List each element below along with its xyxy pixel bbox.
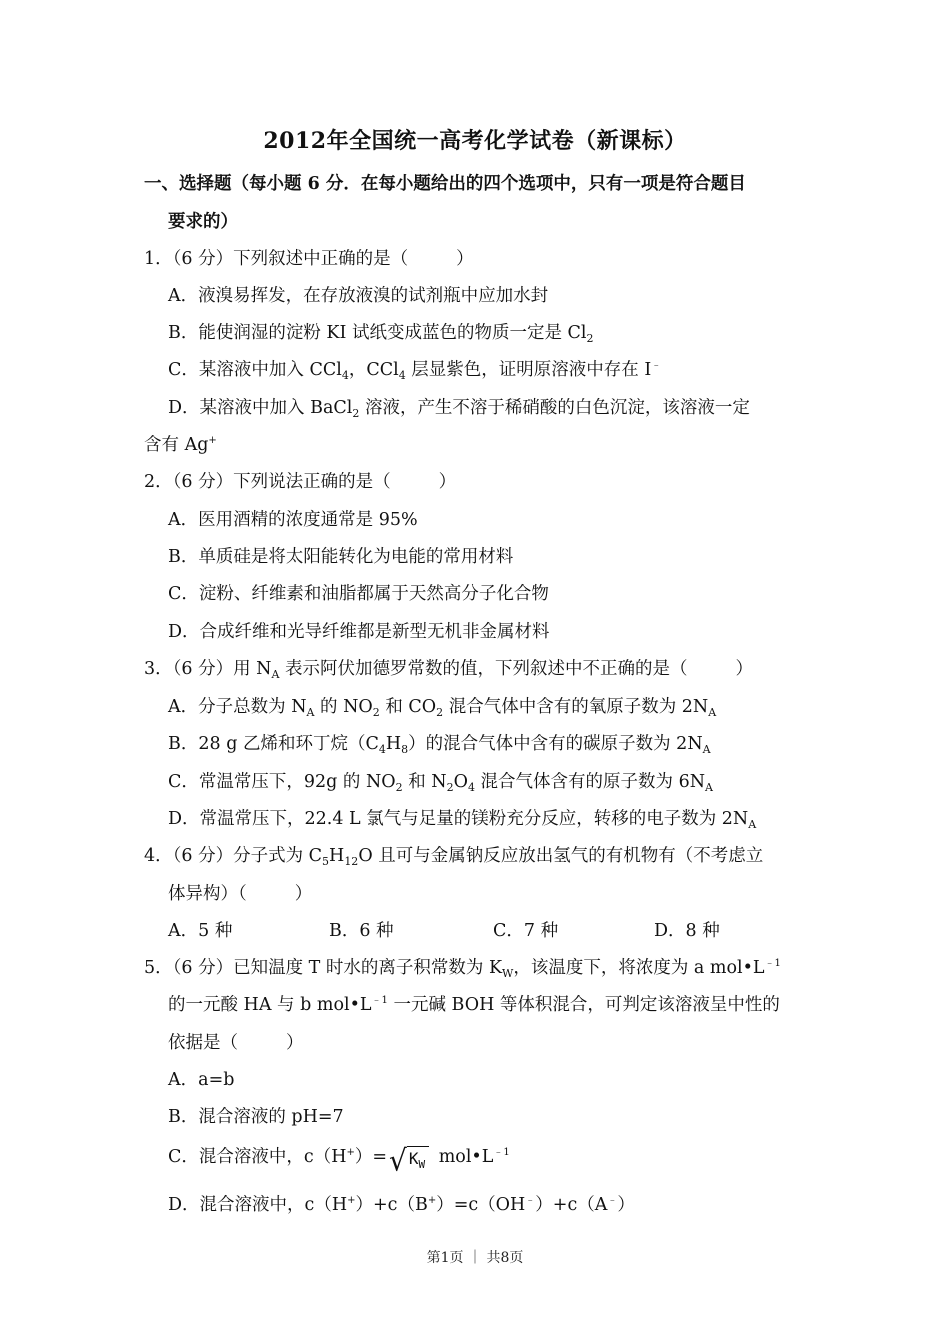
question-2-option-b: B．单质硅是将太阳能转化为电能的常用材料	[168, 547, 514, 567]
question-2-option-c: C．淀粉、纤维素和油脂都属于天然高分子化合物	[168, 584, 549, 604]
question-2-stem: 2．（6 分）下列说法正确的是（ ）	[144, 472, 457, 492]
square-root: √ $K_W$	[389, 1147, 429, 1177]
question-4-option-b: B．6 种	[329, 921, 394, 941]
question-1-option-c: C．某溶液中加入 CCl$_4$，CCl$_4$ 层显紫色，证明原溶液中存在 I﹣	[168, 360, 662, 382]
question-4-stem-cont: 体异构）（ ）	[168, 884, 313, 904]
question-5-option-a: A．a=b	[168, 1070, 235, 1090]
question-5-option-b: B．混合溶液的 pH=7	[168, 1107, 344, 1127]
question-2-option-d: D．合成纤维和光导纤维都是新型无机非金属材料	[168, 622, 550, 642]
question-4-option-d: D．8 种	[654, 921, 720, 941]
question-1-option-d-cont: 含有 Ag+	[144, 435, 217, 455]
question-1-option-d: D．某溶液中加入 BaCl$_2$ 溶液，产生不溶于稀硝酸的白色沉淀，该溶液一定	[168, 398, 750, 420]
question-1-stem: 1．（6 分）下列叙述中正确的是（ ）	[144, 249, 474, 269]
question-3-option-c: C．常温常压下，92g 的 $NO_2$ 和 $N_2O_4$ 混合气体含有的原子数为 $6N_A$	[168, 772, 713, 794]
page-number: 第1页 ｜ 共8页	[426, 1250, 524, 1266]
question-5-stem: 5．（6 分）已知温度 T 时水的离子积常数为 $K_W$，该温度下，将浓度为 a $mol•L^{﹣1}$	[144, 958, 781, 980]
question-3-option-d: D．常温常压下，22.4 L 氯气与足量的镁粉充分反应，转移的电子数为 $2N_A$	[168, 809, 757, 831]
page-title: 2012年全国统一高考化学试卷（新课标）	[263, 128, 687, 154]
question-4-option-a: A．5 种	[168, 921, 233, 941]
question-1-option-a: A．液溴易挥发，在存放液溴的试剂瓶中应加水封	[168, 286, 549, 306]
question-4-option-c: C．7 种	[493, 921, 559, 941]
question-3-option-b: B．28 g 乙烯和环丁烷$(C_4H_8)$的混合气体中含有的碳原子数为 $2N_A$	[168, 734, 711, 756]
section-heading-cont: 要求的）	[168, 212, 238, 232]
question-5-option-c: C．混合溶液中，c（H+）=√ $K_W$ $mol•L^{﹣1}$	[168, 1143, 510, 1178]
question-2-option-a: A．医用酒精的浓度通常是 95%	[168, 510, 418, 530]
question-1-option-b: B．能使润湿的淀粉 KI 试纸变成蓝色的物质一定是 $Cl_2$	[168, 323, 594, 345]
section-heading: 一、选择题（每小题 6 分．在每小题给出的四个选项中，只有一项是符合题目	[144, 174, 746, 194]
question-3-option-a: A．分子总数为 $N_A$ 的 $NO_2$ 和 $CO_2$ 混合气体中含有的氧原子数为 $2N_A$	[168, 697, 717, 719]
question-5-stem-line2: 的一元酸 HA 与 b $mol•L^{﹣1}$ 一元碱 BOH 等体积混合，可判定该溶液呈中性的	[168, 995, 780, 1015]
question-3-stem: 3．（6 分）用 $N_A$ 表示阿伏加德罗常数的值，下列叙述中不正确的是（ ）	[144, 659, 753, 681]
question-5-stem-line3: 依据是（ ）	[168, 1033, 304, 1053]
question-5-option-d: D．混合溶液中，c（H+）+c（B+）=c（OH﹣）+c（A﹣）	[168, 1195, 635, 1215]
question-4-stem: 4．（6 分）分子式为 $C_5H_{12}O$ 且可与金属钠反应放出氢气的有机物有（不考虑立	[144, 846, 764, 868]
